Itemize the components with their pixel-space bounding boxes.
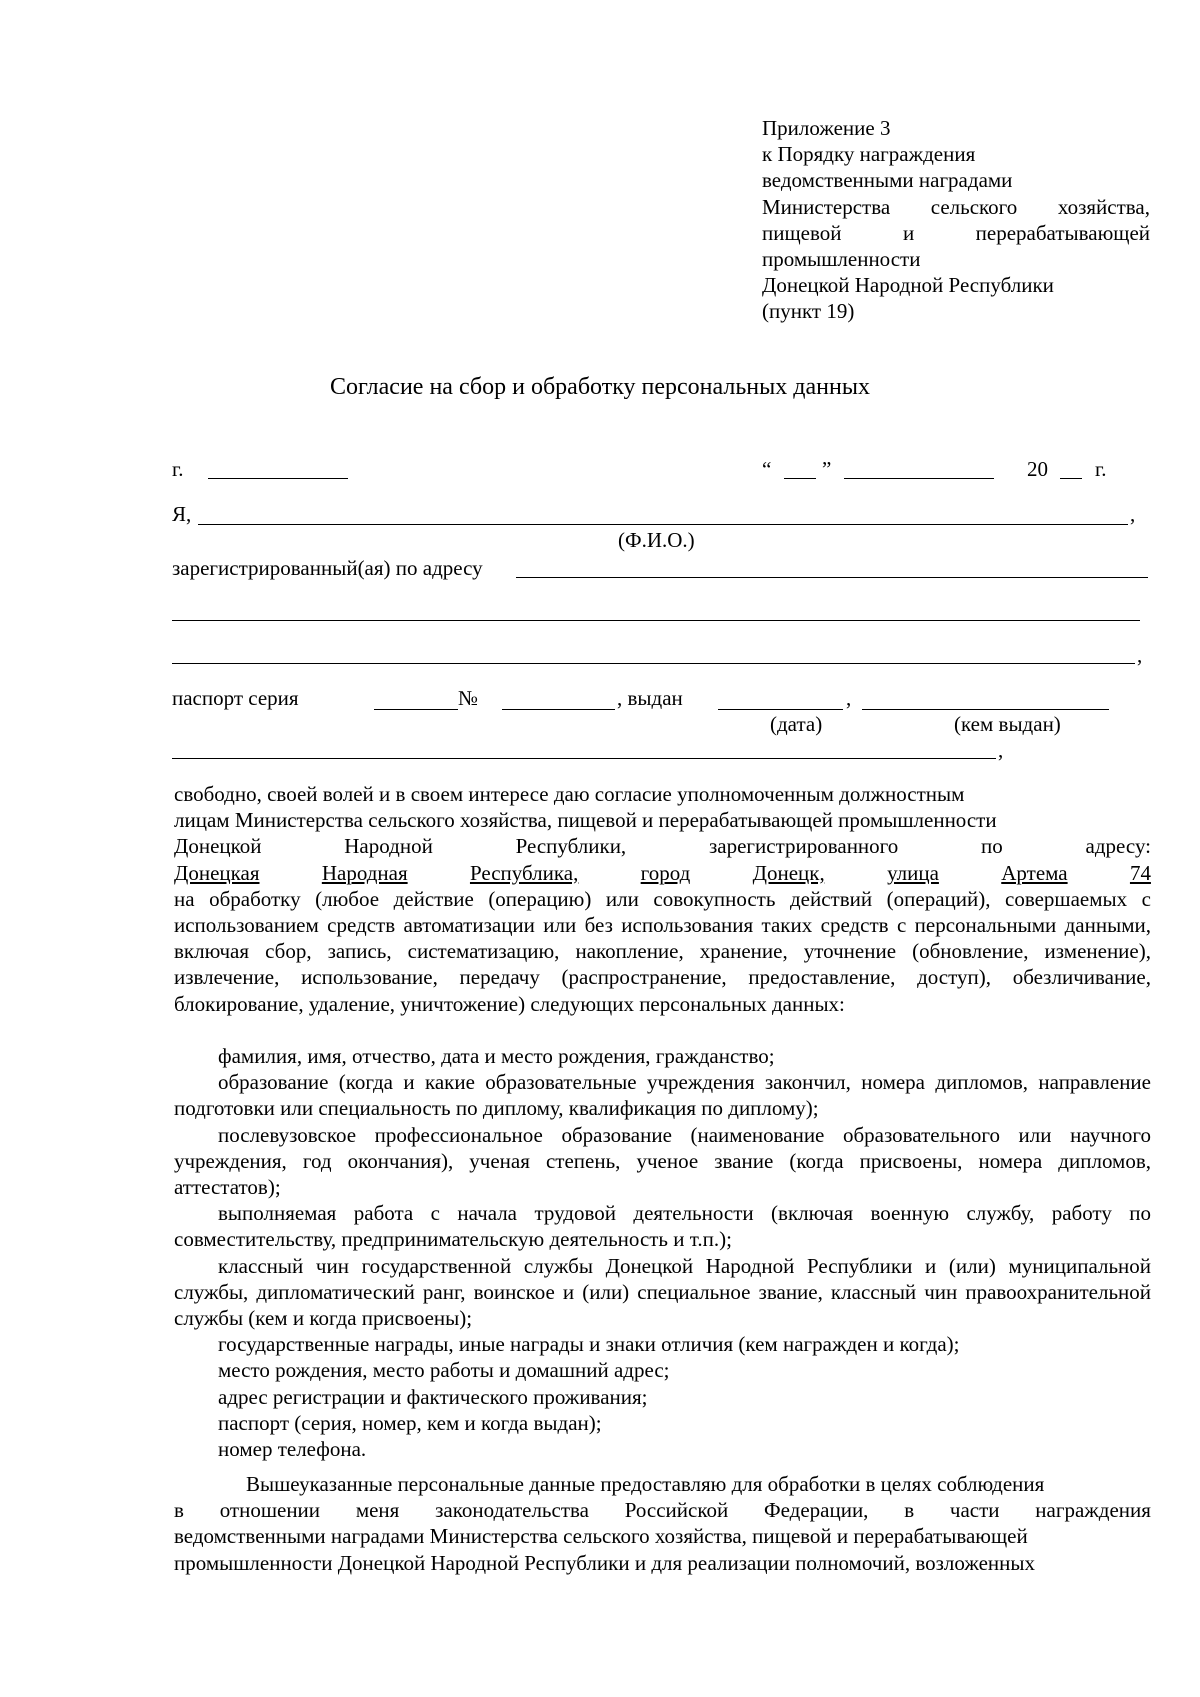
consent-line: Донецкой Народной Республики, зарегистрированного по адресу:	[174, 834, 1151, 859]
list-item: государственные награды, иные награды и знаки отличия (кем награжден и когда);	[218, 1332, 960, 1357]
address-field-line2[interactable]	[172, 620, 1140, 621]
purpose-line: Вышеуказанные персональные данные предоставляю для обработки в целях соблюдения	[246, 1472, 1045, 1496]
issue-date-field[interactable]	[718, 709, 843, 710]
address-field[interactable]	[516, 577, 1148, 578]
consent-paragraph	[174, 781, 1151, 1017]
list-item: фамилия, имя, отчество, дата и место рождения, гражданство;	[218, 1044, 775, 1068]
date-open-quote: “	[762, 457, 772, 481]
fio-caption: (Ф.И.О.)	[618, 528, 695, 552]
i-label: Я,	[172, 502, 192, 526]
fio-comma: ,	[1130, 502, 1136, 526]
date-caption: (дата)	[770, 712, 823, 736]
appendix-line: Донецкой Народной Республики	[762, 273, 1054, 298]
list-item: паспорт (серия, номер, кем и когда выдан);	[218, 1410, 602, 1435]
fio-field[interactable]	[198, 524, 1128, 525]
issued-by-field-line2[interactable]	[172, 758, 996, 759]
purpose-line: ведомственными наградами Министерства сельского хозяйства, пищевой и перерабатывающей	[174, 1524, 1028, 1549]
number-sign: №	[458, 686, 479, 710]
issue-comma: ,	[846, 686, 852, 710]
list-item: выполняемая работа с начала трудовой деятельности (включая военную службу, работу по совместительству, предпринимательскую деятельность и т.п.);	[174, 1201, 1151, 1252]
appendix-line: Министерства сельского хозяйства,	[762, 194, 1150, 219]
list-item: послевузовское профессиональное образование (наименование образовательного или научного учреждения, год окончания), ученая степень, ученое звание (когда присвоены, номера дипломов, аттестатов);	[174, 1122, 1151, 1200]
year-field[interactable]	[1060, 478, 1082, 479]
list-item: адрес регистрации и фактического проживания;	[218, 1384, 648, 1409]
issued-label: , выдан	[617, 686, 683, 710]
consent-line: свободно, своей волей и в своем интересе даю согласие уполномоченным должностным	[174, 782, 965, 806]
purpose-line: промышленности Донецкой Народной Республики и для реализации полномочий, возложенных	[174, 1550, 1035, 1575]
address-label: зарегистрированный(ая) по адресу	[172, 556, 483, 580]
appendix-line: к Порядку награждения	[762, 142, 976, 167]
appendix-line: Приложение 3	[762, 116, 891, 140]
appendix-line: ведомственными наградами	[762, 168, 1013, 193]
year-suffix: г.	[1095, 457, 1107, 481]
purpose-paragraph	[174, 1471, 1151, 1576]
personal-data-list	[174, 1043, 1151, 1462]
appendix-block	[762, 115, 1150, 325]
list-item: образование (когда и какие образовательные учреждения закончил, номера дипломов, направление подготовки или специальность по диплому, квалификация по диплому);	[174, 1070, 1151, 1121]
issued-by-field[interactable]	[862, 709, 1109, 710]
list-item: место рождения, место работы и домашний адрес;	[218, 1358, 670, 1383]
date-close-quote: ”	[822, 457, 832, 481]
appendix-line: промышленности	[762, 247, 921, 272]
consent-text: на обработку (любое действие (операцию) или совокупность действий (операций), совершаемых с использованием средств автоматизации или без использования таких средств с персональными данными, включая сбор, запись, систематизацию, накопление, хранение, уточнение (обновление, изменение), извлечение, использование, передачу (распространение, предоставление, доступ), обезличивание, блокирование, удаление, уничтожение) следующих персональных данных:	[174, 886, 1151, 1016]
city-field[interactable]	[208, 478, 348, 479]
issued-by-caption: (кем выдан)	[954, 712, 1061, 736]
passport-number-field[interactable]	[502, 709, 615, 710]
year-prefix: 20	[1027, 457, 1048, 481]
appendix-line: пищевой и перерабатывающей	[762, 220, 1150, 245]
purpose-line: в отношении меня законодательства Российской Федерации, в части награждения	[174, 1498, 1151, 1523]
address-field-line3[interactable]	[172, 663, 1135, 664]
passport-series-label: паспорт серия	[172, 686, 299, 710]
city-label: г.	[172, 457, 184, 481]
issued-by-comma: ,	[998, 738, 1004, 762]
document-title: Согласие на сбор и обработку персональных данных	[330, 374, 870, 400]
consent-line: лицам Министерства сельского хозяйства, пищевой и перерабатывающей промышленности	[174, 808, 997, 833]
day-field[interactable]	[784, 478, 816, 479]
list-item: номер телефона.	[218, 1437, 367, 1462]
list-item: классный чин государственной службы Донецкой Народной Республики и (или) муниципальной службы, дипломатический ранг, воинское и (или) специальное звание, классный чин правоохранительной службы (кем и когда присвоены);	[174, 1253, 1151, 1331]
passport-series-field[interactable]	[374, 709, 458, 710]
month-field[interactable]	[844, 478, 994, 479]
appendix-line: (пункт 19)	[762, 299, 855, 324]
address-comma: ,	[1137, 643, 1143, 667]
ministry-address: Донецкая Народная Республика, город Донецк, улица Артема 74	[174, 860, 1151, 885]
